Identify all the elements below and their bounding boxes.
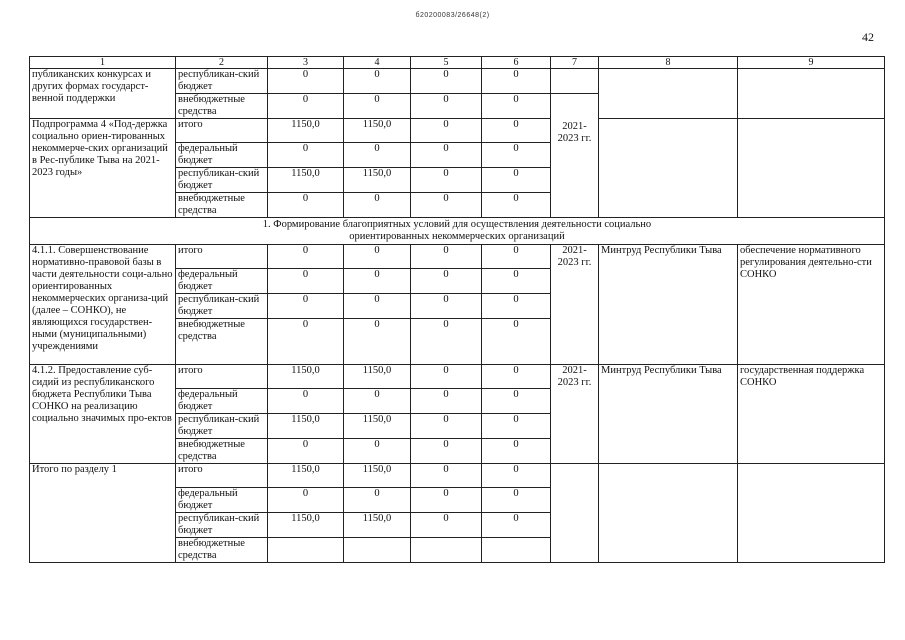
column-number-row	[30, 57, 885, 69]
section-title: 1. Формирование благоприятных условий для осуществления деятельности социально ориентированных некоммерческих организаций	[30, 218, 885, 245]
value-2023: 0	[482, 414, 551, 439]
value-2021: 0	[344, 439, 411, 464]
expected-result	[738, 119, 885, 218]
value-total: 1150,0	[268, 414, 344, 439]
value-2022: 0	[411, 119, 482, 143]
executor: Минтруд Республики Тыва	[599, 365, 738, 464]
budget-table	[29, 56, 885, 563]
funding-source: итого	[176, 365, 268, 389]
value-2023: 0	[482, 319, 551, 365]
value-2021: 1150,0	[344, 168, 411, 193]
value-2021: 1150,0	[344, 464, 411, 488]
value-2022: 0	[411, 319, 482, 365]
value-2023: 0	[482, 389, 551, 414]
expected-result: государственная поддержка СОНКО	[738, 365, 885, 464]
value-2022: 0	[411, 245, 482, 269]
column-number: 5	[411, 57, 482, 69]
executor	[599, 464, 738, 563]
value-2021: 0	[344, 94, 411, 119]
period	[551, 464, 599, 563]
value-2022: 0	[411, 143, 482, 168]
value-2023: 0	[482, 294, 551, 319]
funding-source: внебюджетные средства	[176, 94, 268, 119]
value-2023: 0	[482, 488, 551, 513]
value-2023	[482, 538, 551, 563]
value-2021: 1150,0	[344, 414, 411, 439]
value-2023: 0	[482, 143, 551, 168]
value-2021: 0	[344, 143, 411, 168]
measure-name: 4.1.2. Предоставление суб-сидий из республиканского бюджета Республики Тыва СОНКО на реализацию социально значимых про-ектов	[30, 365, 176, 464]
value-total: 1150,0	[268, 513, 344, 538]
value-total: 0	[268, 319, 344, 365]
expected-result	[738, 69, 885, 119]
column-number: 1	[30, 57, 176, 69]
value-2022: 0	[411, 464, 482, 488]
period	[551, 69, 599, 94]
value-2023: 0	[482, 513, 551, 538]
funding-source: внебюджетные средства	[176, 193, 268, 218]
value-total: 0	[268, 439, 344, 464]
value-2022: 0	[411, 488, 482, 513]
value-2021	[344, 538, 411, 563]
value-2023: 0	[482, 119, 551, 143]
measure-name: Подпрограмма 4 «Под-держка социально ориен-тированных некоммерче-ских организаций в Рес-публике Тыва на 2021-2023 годы»	[30, 119, 176, 218]
value-total: 0	[268, 488, 344, 513]
funding-source: итого	[176, 119, 268, 143]
value-2023: 0	[482, 193, 551, 218]
value-total: 0	[268, 245, 344, 269]
executor	[599, 119, 738, 218]
value-2021: 0	[344, 269, 411, 294]
value-total: 0	[268, 269, 344, 294]
value-2021: 0	[344, 488, 411, 513]
value-2023: 0	[482, 69, 551, 94]
value-2022: 0	[411, 365, 482, 389]
funding-source: внебюджетные средства	[176, 319, 268, 365]
value-2022: 0	[411, 193, 482, 218]
funding-source: республикан-ский бюджет	[176, 69, 268, 94]
value-total: 1150,0	[268, 464, 344, 488]
funding-source: внебюджетные средства	[176, 439, 268, 464]
value-total: 0	[268, 193, 344, 218]
value-total: 1150,0	[268, 365, 344, 389]
value-2022	[411, 538, 482, 563]
value-total	[268, 538, 344, 563]
value-2022: 0	[411, 414, 482, 439]
value-total: 1150,0	[268, 168, 344, 193]
funding-source: итого	[176, 245, 268, 269]
period: 2021-2023 гг.	[551, 245, 599, 365]
value-2021: 1150,0	[344, 119, 411, 143]
value-2021: 0	[344, 294, 411, 319]
table-row	[30, 365, 885, 389]
measure-name: публиканских конкурсах и других формах государст-венной поддержки	[30, 69, 176, 119]
table-row	[30, 119, 885, 143]
value-2021: 0	[344, 245, 411, 269]
page-number: 42	[862, 30, 874, 44]
value-total: 0	[268, 389, 344, 414]
value-2021: 0	[344, 193, 411, 218]
funding-source: республикан-ский бюджет	[176, 168, 268, 193]
value-2022: 0	[411, 439, 482, 464]
value-2023: 0	[482, 365, 551, 389]
funding-source: республикан-ский бюджет	[176, 294, 268, 319]
period: 2021-2023 гг.	[551, 94, 599, 218]
executor	[599, 69, 738, 119]
value-2023: 0	[482, 168, 551, 193]
measure-name: 4.1.1. Совершенствование нормативно-правовой базы в части деятельности соци-ально ориентированных некоммерческих организа-ций (далее – СОНКО), не являющихся государствен-ными (муниципальными) учреждениями	[30, 245, 176, 365]
document-id: б20200083/26648(2)	[415, 12, 490, 19]
value-2021: 0	[344, 319, 411, 365]
column-number: 8	[599, 57, 738, 69]
funding-source: республикан-ский бюджет	[176, 513, 268, 538]
value-2022: 0	[411, 389, 482, 414]
expected-result	[738, 464, 885, 563]
table-row	[30, 245, 885, 269]
value-2021: 0	[344, 389, 411, 414]
funding-source: федеральный бюджет	[176, 269, 268, 294]
value-total: 0	[268, 94, 344, 119]
column-number: 3	[268, 57, 344, 69]
value-2023: 0	[482, 269, 551, 294]
value-total: 0	[268, 143, 344, 168]
value-2022: 0	[411, 94, 482, 119]
column-number: 7	[551, 57, 599, 69]
table-row	[30, 69, 885, 94]
expected-result: обеспечение нормативного регулирования деятельно-сти СОНКО	[738, 245, 885, 365]
column-number: 9	[738, 57, 885, 69]
funding-source: итого	[176, 464, 268, 488]
executor: Минтруд Республики Тыва	[599, 245, 738, 365]
funding-source: республикан-ский бюджет	[176, 414, 268, 439]
value-total: 0	[268, 69, 344, 94]
value-2022: 0	[411, 513, 482, 538]
value-2022: 0	[411, 269, 482, 294]
table-row	[30, 464, 885, 488]
value-2021: 1150,0	[344, 513, 411, 538]
value-2021: 0	[344, 69, 411, 94]
value-2023: 0	[482, 94, 551, 119]
funding-source: федеральный бюджет	[176, 488, 268, 513]
measure-name: Итого по разделу 1	[30, 464, 176, 563]
value-2023: 0	[482, 439, 551, 464]
funding-source: федеральный бюджет	[176, 389, 268, 414]
value-2022: 0	[411, 168, 482, 193]
column-number: 4	[344, 57, 411, 69]
funding-source: внебюджетные средства	[176, 538, 268, 563]
funding-source: федеральный бюджет	[176, 143, 268, 168]
value-2023: 0	[482, 245, 551, 269]
value-2023: 0	[482, 464, 551, 488]
value-total: 1150,0	[268, 119, 344, 143]
period: 2021-2023 гг.	[551, 365, 599, 464]
column-number: 6	[482, 57, 551, 69]
value-2022: 0	[411, 294, 482, 319]
value-2022: 0	[411, 69, 482, 94]
column-number: 2	[176, 57, 268, 69]
section-row	[30, 218, 885, 245]
value-total: 0	[268, 294, 344, 319]
value-2021: 1150,0	[344, 365, 411, 389]
